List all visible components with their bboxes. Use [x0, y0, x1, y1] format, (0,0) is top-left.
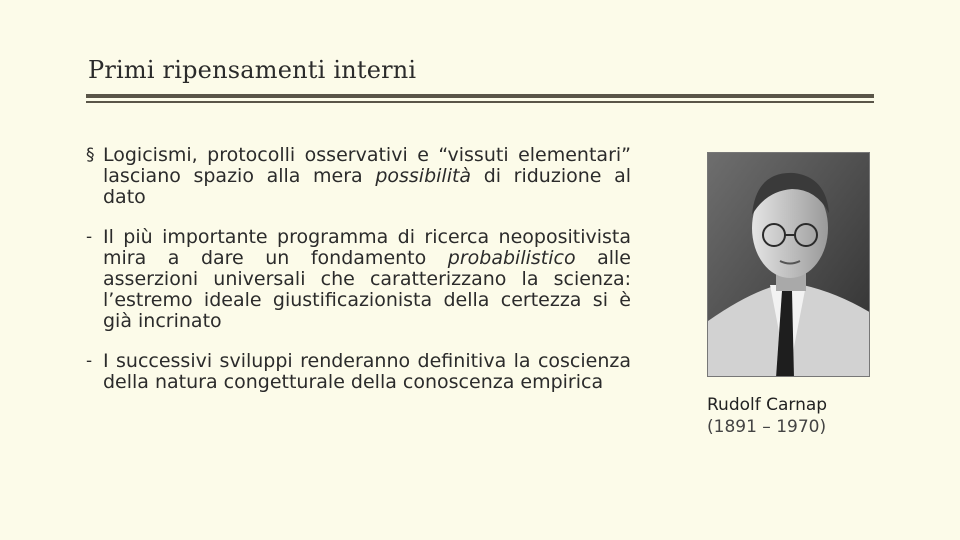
- bullet-text-before: Logicismi, protocolli osservativi e “vissuti elementari” lasciano spazio alla mera: [103, 144, 631, 187]
- bullet-text-after: di riduzione al dato: [103, 165, 631, 208]
- bullet-list: [86, 145, 631, 412]
- bullet-marker: -: [86, 351, 93, 371]
- portrait-photo: [707, 152, 870, 377]
- bullet-text-before: Il più importante programma di ricerca neopositivista mira a dare un fondamento: [103, 226, 631, 269]
- bullet-item: [86, 351, 631, 393]
- bullet-text-after: alle asserzioni universali che caratterizzano la scienza: l’estremo ideale giustificazionista della certezza si è già incrinato: [103, 247, 631, 332]
- bullet-text-before: I successivi sviluppi renderanno definitiva la coscienza della natura congetturale della conoscenza empirica: [103, 350, 631, 393]
- bullet-text-emphasis: probabilistico: [447, 247, 576, 269]
- bullet-text: [103, 227, 631, 332]
- portrait-image: [708, 153, 870, 377]
- bullet-text: [103, 145, 631, 208]
- bullet-item: [86, 145, 631, 208]
- title-rule-thin: [86, 101, 874, 103]
- slide-title: Primi ripensamenti interni: [88, 56, 417, 84]
- bullet-text: [103, 351, 631, 393]
- bullet-marker: §: [86, 145, 95, 165]
- portrait-years: (1891 – 1970): [707, 417, 827, 437]
- bullet-marker: -: [86, 227, 93, 247]
- bullet-text-emphasis: possibilità: [375, 165, 472, 187]
- bullet-item: [86, 227, 631, 332]
- portrait-caption: [707, 394, 827, 438]
- title-rule-thick: [86, 94, 874, 98]
- portrait-name: Rudolf Carnap: [707, 395, 828, 415]
